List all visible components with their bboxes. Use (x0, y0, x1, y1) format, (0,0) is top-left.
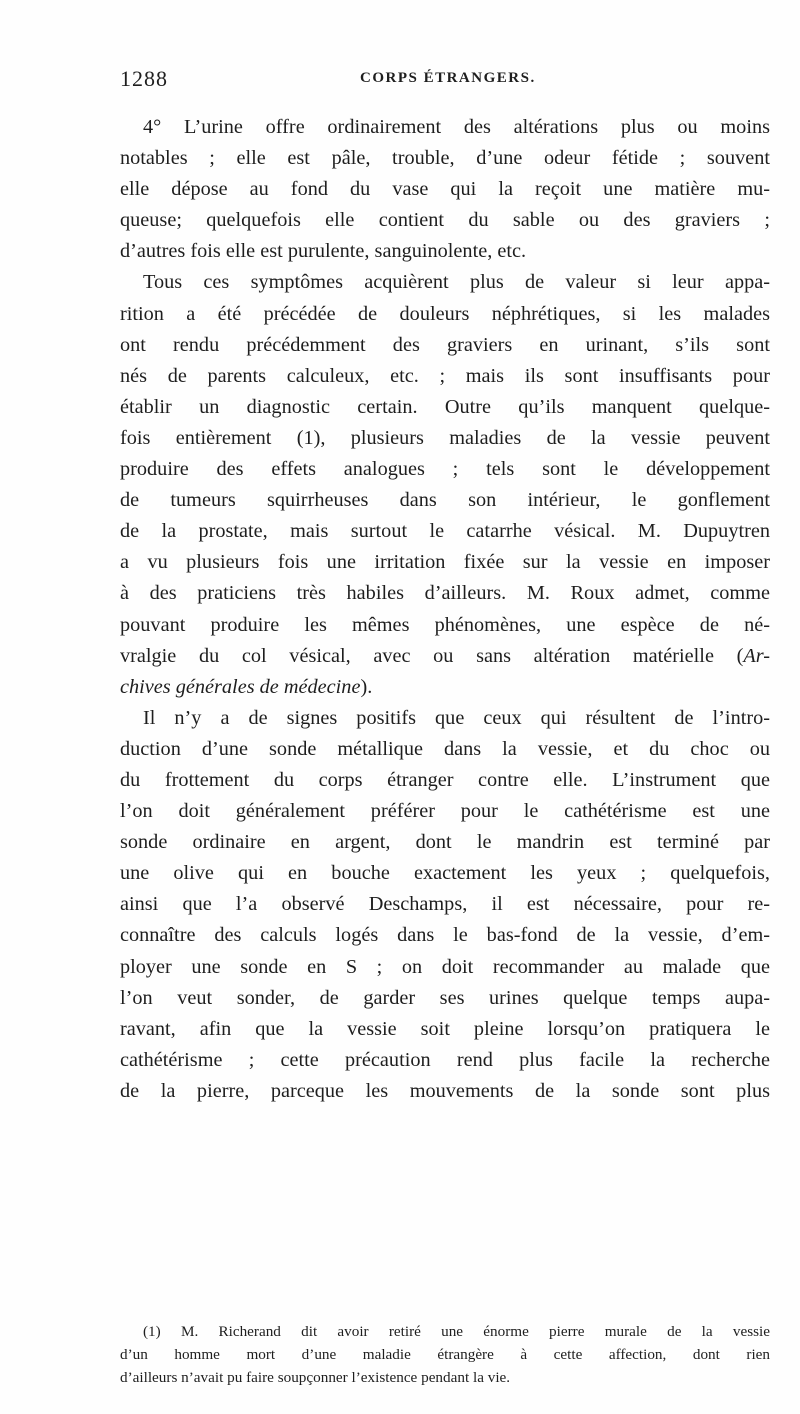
text-line: d’autres fois elle est purulente, sanguinolente, etc. (120, 240, 527, 263)
text-line: de tumeurs squirrheuses dans son intérieur, le gonflement (120, 489, 770, 512)
text-line: Tous ces symptômes acquièrent plus de valeur si leur appa- (143, 271, 770, 294)
text-line: ravant, afin que la vessie soit pleine lorsqu’on pratiquera le (120, 1017, 770, 1040)
page-number: 1288 (120, 66, 168, 91)
text-line: l’on veut sonder, de garder ses urines quelque temps aupa- (120, 986, 770, 1009)
body-text (120, 112, 770, 1107)
text-line: pouvant produire les mêmes phénomènes, une espèce de né- (120, 613, 770, 636)
text-line: ont rendu précédemment des graviers en urinant, s’ils sont (120, 333, 770, 356)
text-line: ainsi que l’a observé Deschamps, il est nécessaire, pour re- (120, 893, 770, 916)
text-line: Il n’y a de signes positifs que ceux qui résultent de l’intro- (143, 706, 770, 729)
text-line: à des praticiens très habiles d’ailleurs. M. Roux admet, comme (120, 582, 770, 605)
italic-title: Ar- (743, 644, 770, 667)
text-line: nés de parents calculeux, etc. ; mais ils sont insuffisants pour (120, 364, 770, 387)
text-line: notables ; elle est pâle, trouble, d’une odeur fétide ; souvent (120, 147, 770, 170)
text-line: fois entièrement (1), plusieurs maladies de la vessie peuvent (120, 426, 770, 449)
footnote-line: (1) M. Richerand dit avoir retiré une énorme pierre murale de la vessie (143, 1323, 770, 1340)
text-line: queuse; quelquefois elle contient du sable ou des graviers ; (120, 209, 770, 232)
text-line: produire des effets analogues ; tels sont le développement (120, 458, 770, 481)
text-line: du frottement du corps étranger contre elle. L’instrument que (120, 768, 770, 791)
text-line: sonde ordinaire en argent, dont le mandrin est terminé par (120, 831, 770, 854)
text-line: ployer une sonde en S ; on doit recommander au malade que (120, 955, 770, 978)
running-head: CORPS ÉTRANGERS. (360, 70, 536, 86)
text-line: connaître des calculs logés dans le bas-fond de la vessie, d’em- (120, 924, 770, 947)
text-line: a vu plusieurs fois une irritation fixée sur la vessie en imposer (120, 551, 770, 574)
text-line: de la prostate, mais surtout le catarrhe vésical. M. Dupuytren (120, 520, 770, 543)
footnote-line: d’un homme mort d’une maladie étrangère à cette affection, dont rien (120, 1346, 770, 1363)
text-line: elle dépose au fond du vase qui la reçoit une matière mu- (120, 178, 770, 201)
footnote-line: d’ailleurs n’avait pu faire soupçonner l’existence pendant la vie. (120, 1369, 511, 1386)
text-line: une olive qui en bouche exactement les yeux ; quelquefois, (120, 862, 770, 885)
text-line: vralgie du col vésical, avec ou sans altération matérielle (Ar- (120, 644, 770, 667)
italic-title: chives générales de médecine (120, 675, 361, 698)
text-line: de la pierre, parceque les mouvements de la sonde sont plus (120, 1079, 770, 1102)
text-line: 4° L’urine offre ordinairement des altérations plus ou moins (143, 116, 770, 138)
page-header (120, 66, 770, 96)
text-line: chives générales de médecine). (120, 675, 373, 698)
text-line: établir un diagnostic certain. Outre qu’ils manquent quelque- (120, 395, 770, 418)
text-line: l’on doit généralement préférer pour le cathétérisme est une (120, 800, 770, 823)
text-line: duction d’une sonde métallique dans la vessie, et du choc ou (120, 737, 770, 760)
text-line: cathétérisme ; cette précaution rend plus facile la recherche (120, 1048, 770, 1071)
text-line: rition a été précédée de douleurs néphrétiques, si les malades (120, 302, 770, 325)
footnotes (120, 1320, 770, 1389)
